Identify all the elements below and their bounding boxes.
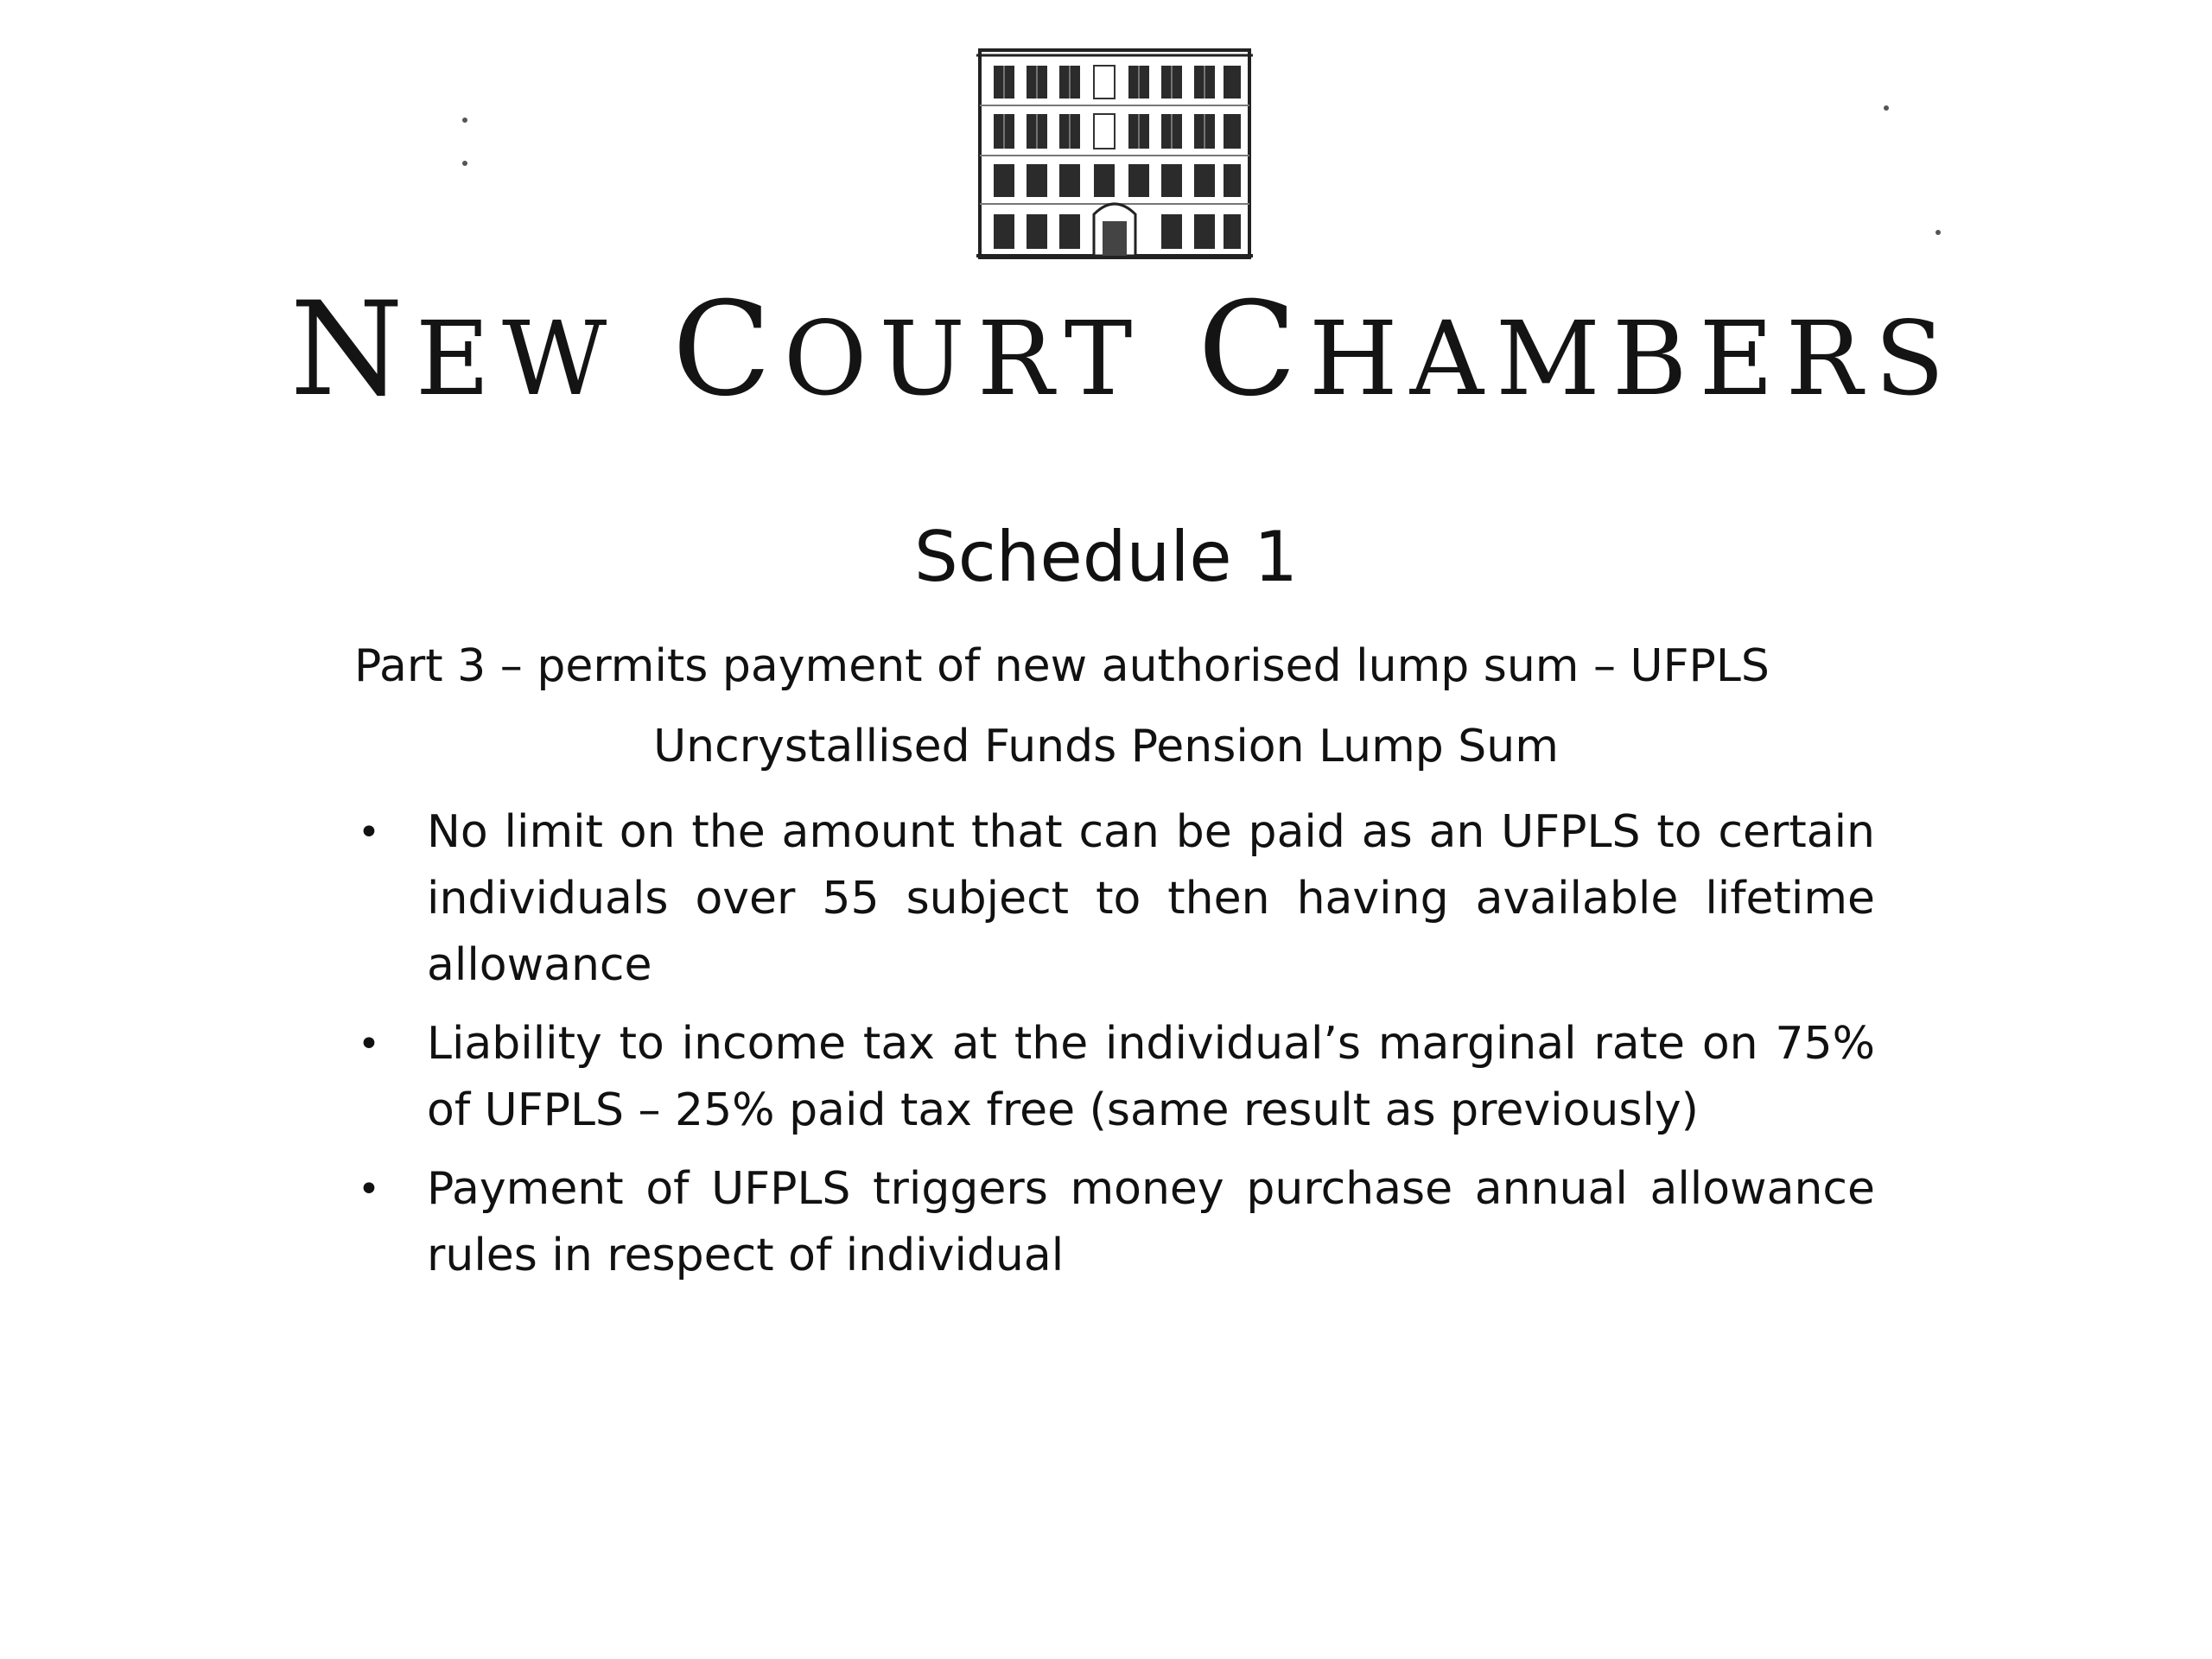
bullet-dot-icon: • bbox=[358, 1167, 380, 1211]
brand-initial: C bbox=[671, 275, 784, 425]
part-heading: Part 3 – permits payment of new authorised lump sum – UFPLS bbox=[354, 640, 1770, 692]
subheading: Uncrystallised Funds Pension Lump Sum bbox=[653, 721, 1559, 772]
scan-speck bbox=[462, 118, 467, 123]
brand-word-rest: OURT bbox=[783, 299, 1145, 418]
bullet-item bbox=[354, 1011, 1875, 1144]
scan-speck bbox=[462, 161, 467, 166]
brand-initial: C bbox=[1198, 275, 1309, 425]
scan-speck bbox=[1936, 230, 1941, 235]
bullet-text: No limit on the amount that can be paid as an UFPLS to certain individuals over 55 subject to then having available lifetime allowance bbox=[427, 806, 1875, 991]
bullet-dot-icon: • bbox=[358, 1022, 380, 1066]
bullet-text: Payment of UFPLS triggers money purchase annual allowance rules in respect of individual bbox=[427, 1163, 1875, 1281]
bullet-text: Liability to income tax at the individual’s marginal rate on 75% of UFPLS – 25% paid tax free (same result as previously) bbox=[427, 1018, 1875, 1136]
bullet-item bbox=[354, 799, 1875, 999]
building-logo-icon bbox=[976, 45, 1253, 261]
brand-initial: N bbox=[289, 275, 416, 425]
bullet-item bbox=[354, 1156, 1875, 1289]
bullet-dot-icon: • bbox=[358, 810, 380, 855]
scan-speck bbox=[1884, 105, 1889, 111]
slide-title: Schedule 1 bbox=[914, 517, 1298, 597]
bullet-list bbox=[354, 799, 1875, 1301]
brand-wordmark bbox=[276, 275, 1970, 425]
brand-word-rest: HAMBERS bbox=[1308, 299, 1957, 418]
brand-word-rest: EW bbox=[415, 299, 620, 418]
